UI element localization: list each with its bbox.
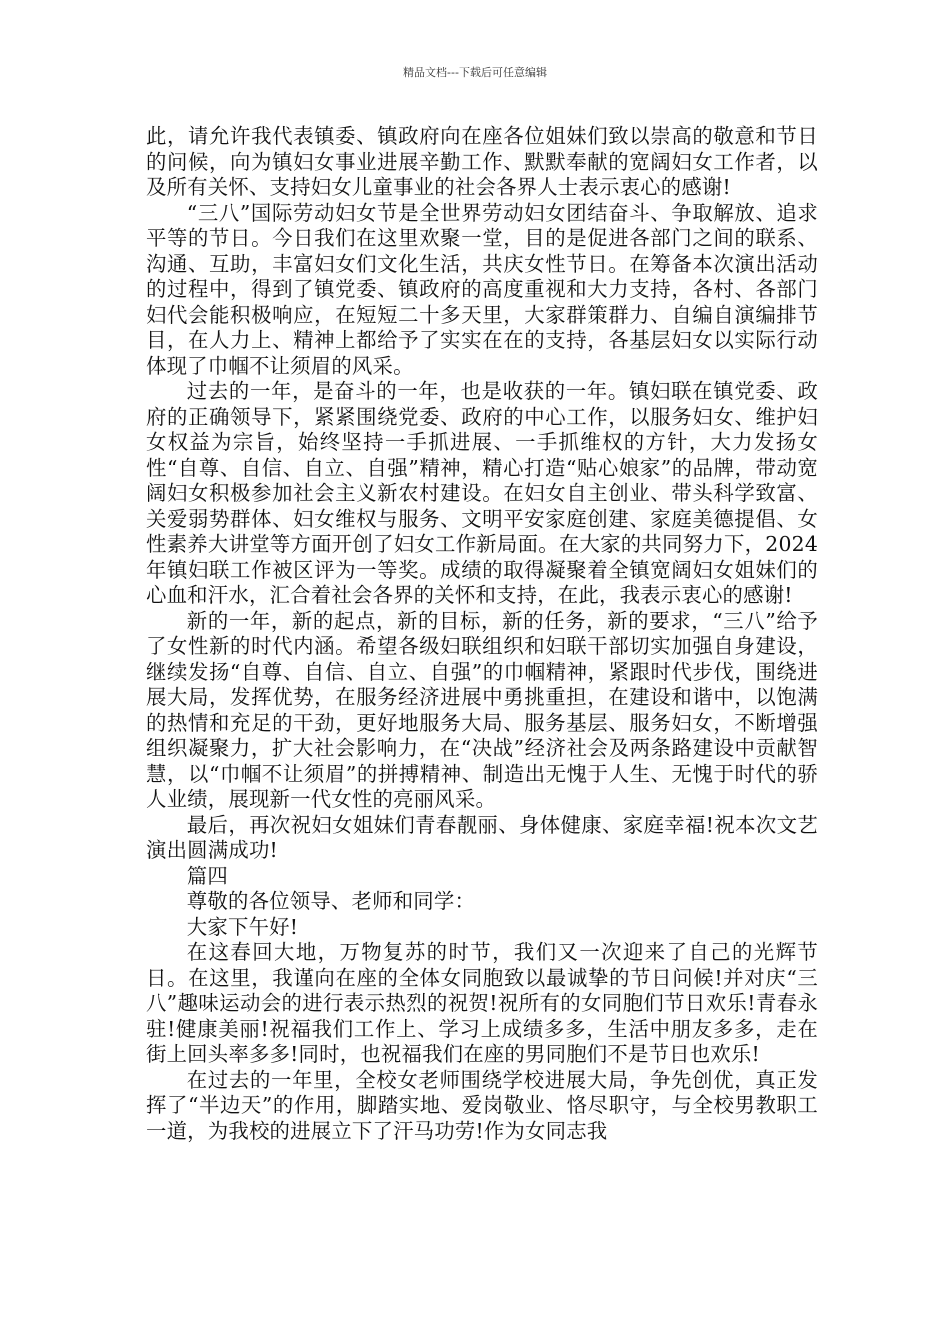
paragraph: 过去的一年，是奋斗的一年，也是收获的一年。镇妇联在镇党委、政府的正确领导下，紧紧围绕党委、政府的中心工作，以服务妇女、维护妇女权益为宗旨，始终坚持一手抓进展、一手抓维权的方针，大力发扬女性“自尊、自信、自立、自强”精神，精心打造“贴心娘家”的品牌，带动宽阔妇女积极参加社会主义新农村建设。在妇女自主创业、带头科学致富、关爱弱势群体、妇女维权与服务、文明平安家庭创建、家庭美德提倡、女性素养大讲堂等方面开创了妇女工作新局面。在大家的共同努力下，2024年镇妇联工作被区评为一等奖。成绩的取得凝聚着全镇宽阔妇女姐妹们的心血和汗水，汇合着社会各界的关怀和支持，在此，我表示衷心的感谢!	[146, 379, 818, 607]
paragraph: 新的一年，新的起点，新的目标，新的任务，新的要求，“三八”给予了女性新的时代内涵。希望各级妇联组织和妇联干部切实加强自身建设，继续发扬“自尊、自信、自立、自强”的巾帼精神，紧跟时代步伐，围绕进展大局，发挥优势，在服务经济进展中勇挑重担，在建设和谐中，以饱满的热情和充足的干劲，更好地服务大局、服务基层、服务妇女，不断增强组织凝聚力，扩大社会影响力，在“决战”经济社会及两条路建设中贡献智慧，以“巾帼不让须眉”的拼搏精神、制造出无愧于人生、无愧于时代的骄人业绩，展现新一代女性的亮丽风采。	[146, 608, 818, 811]
salutation: 尊敬的各位领导、老师和同学：	[186, 889, 476, 913]
paragraph: 此，请允许我代表镇委、镇政府向在座各位姐妹们致以崇高的敬意和节日的问候，向为镇妇女事业进展辛勤工作、默默奉献的宽阔妇女工作者，以及所有关怀、支持妇女儿童事业的社会各界人士表示衷心的感谢!	[146, 124, 818, 199]
document-body	[146, 124, 818, 1144]
paragraph: 最后，再次祝妇女姐妹们青春靓丽、身体健康、家庭幸福!祝本次文艺演出圆满成功!	[146, 812, 818, 862]
greeting: 大家下午好!	[186, 914, 299, 939]
page-header: 精品文档---下载后可任意编辑	[403, 66, 547, 79]
section-heading: 篇四	[186, 863, 228, 888]
paragraph: “三八”国际劳动妇女节是全世界劳动妇女团结奋斗、争取解放、追求平等的节日。今日我们在这里欢聚一堂，目的是促进各部门之间的联系、沟通、互助，丰富妇女们文化生活，共庆女性节日。在筹备本次演出活动的过程中，得到了镇党委、镇政府的高度重视和大力支持，各村、各部门妇代会能积极响应，在短短二十多天里，大家群策群力、自编自演编排节目，在人力上、精神上都给予了实实在在的支持，各基层妇女以实际行动体现了巾帼不让须眉的风采。	[146, 200, 818, 378]
paragraph: 在这春回大地，万物复苏的时节，我们又一次迎来了自己的光辉节日。在这里，我谨向在座的全体女同胞致以最诚挚的节日问候!并对庆“三八”趣味运动会的进行表示热烈的祝贺!祝所有的女同胞们节日欢乐!青春永驻!健康美丽!祝福我们工作上、学习上成绩多多，生活中朋友多多，走在街上回头率多多!同时，也祝福我们在座的男同胞们不是节日也欢乐!	[146, 940, 818, 1066]
paragraph: 在过去的一年里，全校女老师围绕学校进展大局，争先创优，真正发挥了“半边天”的作用，脚踏实地、爱岗敬业、恪尽职守，与全校男教职工一道，为我校的进展立下了汗马功劳!作为女同志我	[146, 1067, 818, 1143]
